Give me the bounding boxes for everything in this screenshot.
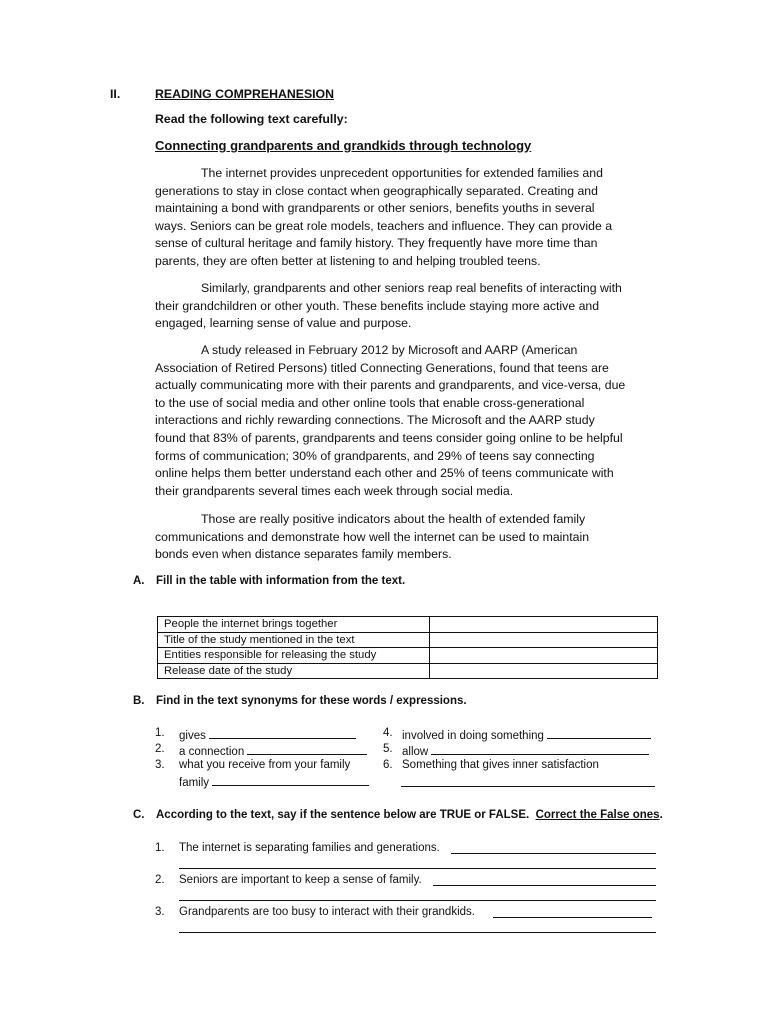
table-answer-cell[interactable]: [430, 617, 658, 633]
synonym-item-family: what you receive from your family: [179, 759, 351, 771]
paragraph-line: bonds even when distance separates family members.: [155, 547, 452, 562]
synonym-item-gives: [179, 727, 356, 742]
paragraph-3: [155, 342, 660, 500]
synonym-answer-line[interactable]: [209, 727, 356, 739]
read-instruction: Read the following text carefully:: [155, 112, 348, 126]
synonym-item-allow: [402, 743, 649, 758]
synonym-num: 1.: [155, 727, 165, 739]
table-label: People the internet brings together: [158, 617, 430, 633]
paragraph-2: [155, 280, 660, 333]
task-b-letter: B.: [133, 695, 145, 707]
info-table: [157, 616, 658, 679]
tf-statement-1: The internet is separating families and generations.: [179, 842, 440, 854]
table-label: Entities responsible for releasing the study: [158, 648, 430, 664]
task-c-instruction: [156, 809, 663, 821]
synonym-item-connection: [179, 743, 367, 758]
table-label: Title of the study mentioned in the text: [158, 632, 430, 648]
tf-statement-2: Seniors are important to keep a sense of family.: [179, 874, 422, 886]
paragraph-line: sense of cultural heritage and family history. They frequently have more time than: [155, 236, 598, 251]
synonym-text: family: [179, 777, 210, 789]
synonym-num: 4.: [383, 727, 393, 739]
table-row: [158, 648, 658, 664]
tf-num: 3.: [155, 906, 165, 918]
paragraph-line: A study released in February 2012 by Microsoft and AARP (American: [201, 343, 578, 357]
task-a-letter: A.: [133, 575, 145, 587]
table-answer-cell[interactable]: [430, 632, 658, 648]
paragraph-line: forms of communication; 30% of grandparents, and 29% of teens say connecting: [155, 448, 595, 463]
paragraph-line: actually communicating more with their parents and grandparents, and vice-versa, due: [155, 378, 626, 393]
paragraph-line: Those are really positive indicators about the health of extended family: [201, 512, 586, 526]
table-answer-cell[interactable]: [430, 648, 658, 664]
section-numeral: II.: [110, 87, 121, 101]
tf-answer-line[interactable]: [451, 852, 656, 854]
tf-answer-line[interactable]: [493, 916, 652, 918]
paragraph-line: to the use of social media and other online tools that enable cross-generational: [155, 395, 585, 410]
synonym-item-satisfaction: Something that gives inner satisfaction: [402, 759, 599, 771]
synonym-num: 3.: [155, 759, 165, 771]
paragraph-line: engaged, learning sense of value and purpose.: [155, 316, 412, 331]
table-answer-cell[interactable]: [430, 663, 658, 679]
paragraph-line: ways. Seniors can be great role models, teachers and influence. They can provide a: [155, 218, 613, 233]
task-c-instruction-text: According to the text, say if the sentence below are TRUE or FALSE.: [156, 809, 530, 821]
synonym-item-involved: [402, 727, 651, 742]
paragraph-line: online helps them better understand each other and 25% of teens communicate with: [155, 466, 614, 481]
task-c-letter: C.: [133, 809, 145, 821]
synonym-text: a connection: [179, 746, 245, 758]
tf-answer-line[interactable]: [179, 867, 656, 869]
tf-answer-line[interactable]: [179, 899, 656, 901]
synonym-text: allow: [402, 746, 429, 758]
tf-answer-line[interactable]: [179, 931, 656, 933]
table-row: [158, 617, 658, 633]
paragraph-4: [155, 511, 660, 564]
synonym-item-family-line2: [179, 774, 369, 789]
paragraph-line: interactions and richly rewarding connections. The Microsoft and the AARP study: [155, 413, 595, 428]
paragraph-line: maintaining a bond with grandparents or other seniors, benefits youths in several: [155, 201, 595, 216]
synonym-num: 5.: [383, 743, 393, 755]
task-a-instruction: Fill in the table with information from the text.: [156, 575, 406, 587]
paragraph-line: found that 83% of parents, grandparents and teens consider going online to be helpful: [155, 430, 623, 445]
synonym-text: gives: [179, 730, 206, 742]
paragraph-line: parents, they are often better at listening to and helping troubled teens.: [155, 253, 541, 268]
synonym-answer-line[interactable]: [247, 743, 367, 755]
article-title: Connecting grandparents and grandkids through technology: [155, 138, 532, 153]
paragraph-line: generations to stay in close contact when geographically separated. Creating and: [155, 183, 598, 198]
synonym-answer-line[interactable]: [547, 727, 651, 739]
task-c-instruction-emphasis: Correct the False ones: [535, 809, 660, 821]
tf-answer-line[interactable]: [433, 884, 656, 886]
section-title: READING COMPREHANESION: [155, 87, 335, 101]
paragraph-line: communications and demonstrate how well the internet can be used to maintain: [155, 529, 590, 544]
table-label: Release date of the study: [158, 663, 430, 679]
table-row: [158, 663, 658, 679]
paragraph-1: [155, 165, 660, 271]
synonym-answer-line[interactable]: [401, 785, 655, 787]
tf-num: 2.: [155, 874, 165, 886]
synonym-num: 6.: [383, 759, 393, 771]
paragraph-line: their grandparents several times each week through social media.: [155, 483, 514, 498]
table-row: [158, 632, 658, 648]
synonym-num: 2.: [155, 743, 165, 755]
synonym-answer-line[interactable]: [431, 743, 649, 755]
paragraph-line: their grandchildren or other youth. These benefits include staying more active and: [155, 298, 600, 313]
tf-statement-3: Grandparents are too busy to interact with their grandkids.: [179, 906, 475, 918]
synonym-answer-line[interactable]: [212, 774, 369, 786]
paragraph-line: Similarly, grandparents and other seniors reap real benefits of interacting with: [201, 281, 622, 295]
task-b-instruction: Find in the text synonyms for these words / expressions.: [156, 695, 467, 707]
paragraph-line: The internet provides unprecedent opportunities for extended families and: [201, 166, 603, 180]
synonym-text: involved in doing something: [402, 730, 544, 742]
tf-num: 1.: [155, 842, 165, 854]
paragraph-line: Association of Retired Persons) titled Connecting Generations, found that teens are: [155, 360, 609, 375]
task-c-instruction-end: .: [659, 809, 663, 821]
